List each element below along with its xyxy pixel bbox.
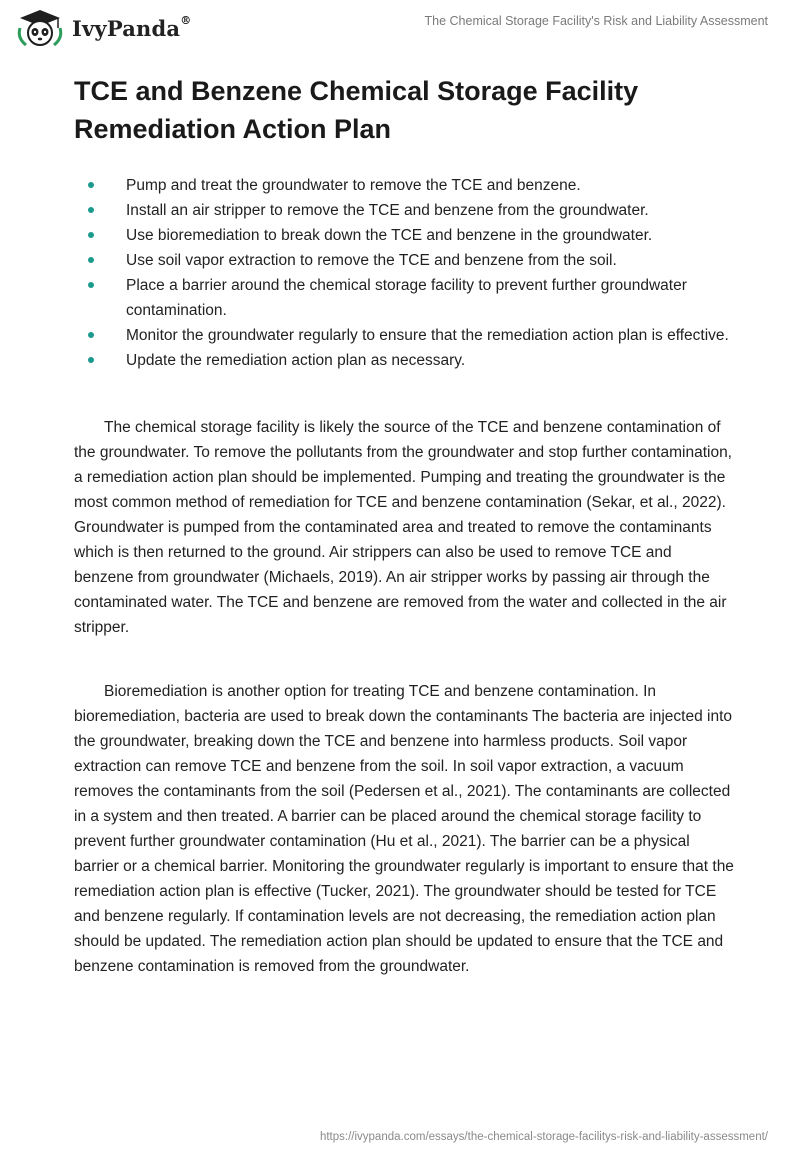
bullet-dot-icon	[88, 357, 94, 363]
action-plan-list	[74, 173, 734, 373]
page-header	[0, 0, 800, 56]
registered-mark: ®	[180, 13, 192, 27]
brand-name: IvyPanda®	[72, 13, 192, 41]
list-item: Update the remediation action plan as necessary.	[74, 348, 734, 373]
body-paragraph-1: The chemical storage facility is likely the source of the TCE and benzene contamination of the groundwater. To remove the pollutants from the groundwater and stop further contamination, a remediation action plan should be implemented. Pumping and treating the groundwater is the most common method of remediation for TCE and benzene contamination (Sekar, et al., 2022). Groundwater is pumped from the contaminated area and treated to remove the contaminants which is then returned to the ground. Air strippers can also be used to remove TCE and benzene from groundwater (Michaels, 2019). An air stripper works by passing air through the contaminated water. The TCE and benzene are removed from the water and collected in the air stripper.	[74, 419, 732, 636]
bullet-dot-icon	[88, 282, 94, 288]
header-document-title: The Chemical Storage Facility's Risk and Liability Assessment	[424, 14, 768, 28]
body-paragraph-2: Bioremediation is another option for treating TCE and benzene contamination. In bioremediation, bacteria are used to break down the contaminants The bacteria are injected into the groundwater, breaking down the TCE and benzene into harmless products. Soil vapor extraction can remove TCE and benzene from the soil. In soil vapor extraction, a vacuum removes the contaminants from the soil (Pedersen et al., 2021). The contaminants are collected in a system and then treated. A barrier can be placed around the chemical storage facility to prevent further groundwater contamination (Hu et al., 2021). The barrier can be a physical barrier or a chemical barrier. Monitoring the groundwater regularly is important to ensure that the remediation action plan is effective (Tucker, 2021). The groundwater should be tested for TCE and benzene regularly. If contamination levels are not decreasing, the remediation action plan should be updated. The remediation action plan should be updated to ensure that the TCE and benzene contamination is removed from the groundwater.	[74, 683, 734, 975]
list-item: Place a barrier around the chemical storage facility to prevent further groundwater contamination.	[74, 273, 734, 323]
panda-graduate-logo-icon	[14, 8, 66, 48]
list-item: Monitor the groundwater regularly to ensure that the remediation action plan is effective.	[74, 323, 734, 348]
bullet-dot-icon	[88, 182, 94, 188]
list-item: Use bioremediation to break down the TCE and benzene in the groundwater.	[74, 223, 734, 248]
list-item: Pump and treat the groundwater to remove the TCE and benzene.	[74, 173, 734, 198]
bullet-dot-icon	[88, 232, 94, 238]
brand-logo[interactable]	[14, 8, 191, 48]
footer-source-url[interactable]: https://ivypanda.com/essays/the-chemical-storage-facilitys-risk-and-liability-assessment/	[319, 1131, 768, 1143]
page-title: TCE and Benzene Chemical Storage Facility Remediation Action Plan	[74, 76, 639, 144]
bullet-dot-icon	[88, 257, 94, 263]
bullet-dot-icon	[88, 332, 94, 338]
bullet-dot-icon	[88, 207, 94, 213]
list-item: Use soil vapor extraction to remove the TCE and benzene from the soil.	[74, 248, 734, 273]
list-item: Install an air stripper to remove the TCE and benzene from the groundwater.	[74, 198, 734, 223]
